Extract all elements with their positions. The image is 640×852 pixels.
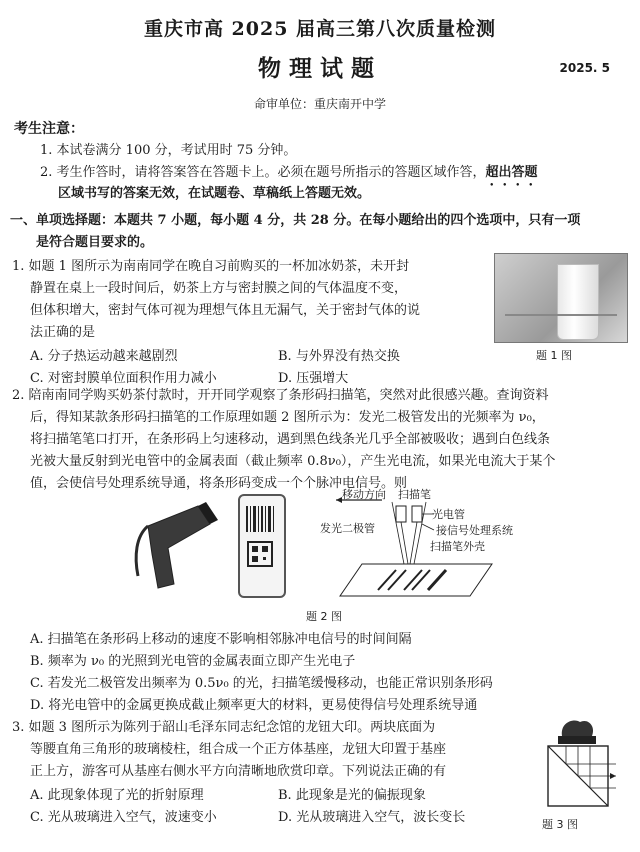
q2-option-c: C. 若发光二极管发出频率为 0.5ν₀ 的光，扫描笔缓慢移动，也能正常识别条形码 bbox=[30, 676, 493, 691]
q2-text-2: 后，得知某款条形码扫描笔的工作原理如题 2 图所示为：发光二极管发出的光频率为 ν₀， bbox=[30, 410, 545, 425]
q2-option-d: D. 将光电管中的金属更换成截止频率更大的材料，更易使得信号处理系统导通 bbox=[30, 698, 478, 713]
milk-tea-cup bbox=[557, 264, 599, 340]
q2-option-b: B. 频率为 ν₀ 的光照到光电管的金属表面立即产生光电子 bbox=[30, 654, 356, 669]
q1-text-1: 1. 如题 1 图所示为南南同学在晚自习前购买的一杯加冰奶茶，未开封 bbox=[12, 259, 410, 274]
phone-barcode-qr bbox=[240, 496, 280, 592]
section-heading-line1: 一、单项选择题：本题共 7 小题，每小题 4 分，共 28 分。在每小题给出的四个选项中，只有一项 bbox=[10, 213, 581, 228]
q2-phone-photo bbox=[238, 494, 286, 598]
q1-option-a: A. 分子热运动越来越剧烈 bbox=[30, 349, 178, 364]
q1-milk-tea-photo bbox=[494, 253, 628, 343]
q1-option-b: B. 与外界没有热交换 bbox=[278, 349, 400, 364]
q2-option-a: A. 扫描笔在条形码上移动的速度不影响相邻脉冲电信号的时间间隔 bbox=[30, 632, 412, 647]
q3-text-1: 3. 如题 3 图所示为陈列于韶山毛泽东同志纪念馆的龙钮大印。两块底面为 bbox=[12, 720, 436, 735]
subject-title: 物理试题 bbox=[258, 55, 382, 82]
exam-date: 2025. 5 bbox=[559, 61, 610, 75]
notice-item-1: 1. 本试卷满分 100 分，考试用时 75 分钟。 bbox=[40, 143, 297, 158]
desk-edge bbox=[505, 314, 617, 316]
issuing-unit: 命审单位：重庆南开中学 bbox=[253, 97, 386, 111]
label-pen-shell: 扫描笔外壳 bbox=[430, 540, 485, 553]
label-led: 发光二极管 bbox=[320, 522, 375, 535]
q2-caption: 题 2 图 bbox=[306, 610, 342, 623]
q3-text-2: 等腰直角三角形的玻璃棱柱，组合成一个正方体基座，龙钮大印置于基座 bbox=[30, 742, 447, 757]
exam-title: 重庆市高 2025 届高三第八次质量检测 bbox=[143, 18, 497, 40]
notice-item-2-emphasis: 超出答题 bbox=[485, 165, 538, 180]
q2-text-4: 光被大量反射到光电管中的金属表面（截止频率 0.8ν₀），产生光电流，如果光电流大于某个 bbox=[30, 454, 556, 469]
notice-item-2-text: 2. 考生作答时，请将答案答在答题卡上。必须在题号所指示的答题区域作答， bbox=[40, 165, 486, 180]
q2-scanner-gun-photo bbox=[128, 496, 238, 596]
q3-text-3: 正上方，游客可从基座右侧水平方向清晰地欣赏印章。下列说法正确的有 bbox=[30, 764, 447, 779]
q1-text-4: 法正确的是 bbox=[30, 325, 96, 340]
label-scanner-pen: 扫描笔 bbox=[398, 488, 431, 501]
q2-text-5: 值，会使信号处理系统导通，将条形码变成一个个脉冲电信号。则 bbox=[30, 476, 408, 491]
notice-heading: 考生注意： bbox=[14, 121, 84, 137]
q3-caption: 题 3 图 bbox=[542, 818, 578, 831]
q3-option-c: C. 光从玻璃进入空气，波速变小 bbox=[30, 810, 217, 825]
q3-option-d: D. 光从玻璃进入空气，波长变长 bbox=[278, 810, 466, 825]
q2-text-1: 2. 陪南南同学购买奶茶付款时，开开同学观察了条形码扫描笔，突然对此很感兴趣。查询资料 bbox=[12, 388, 549, 403]
label-phototube: 光电管 bbox=[432, 508, 465, 521]
q1-option-c: C. 对密封膜单位面积作用力减小 bbox=[30, 371, 217, 386]
q3-option-b: B. 此现象是光的偏振现象 bbox=[278, 788, 426, 803]
q1-option-d: D. 压强增大 bbox=[278, 371, 349, 386]
label-moving-direction: 移动方向 bbox=[342, 488, 386, 501]
section-heading-line2: 是符合题目要求的。 bbox=[36, 235, 154, 250]
q1-text-2: 静置在桌上一段时间后，奶茶上方与密封膜之间的气体温度不变， bbox=[30, 281, 408, 296]
label-signal-system: 接信号处理系统 bbox=[436, 524, 513, 537]
notice-item-2-cont: 区域书写的答案无效，在试题卷、草稿纸上答题无效。 bbox=[58, 186, 371, 201]
q3-option-a: A. 此现象体现了光的折射原理 bbox=[30, 788, 204, 803]
q3-prism-seal-figure bbox=[538, 716, 618, 814]
q1-caption: 题 1 图 bbox=[536, 349, 572, 362]
q1-text-3: 但体积增大，密封气体可视为理想气体且无漏气，关于密封气体的说 bbox=[30, 303, 421, 318]
q2-text-3: 将扫描笔笔口打开，在条形码上匀速移动，遇到黑色线条光几乎全部被吸收；遇到白色线条 bbox=[30, 432, 551, 447]
